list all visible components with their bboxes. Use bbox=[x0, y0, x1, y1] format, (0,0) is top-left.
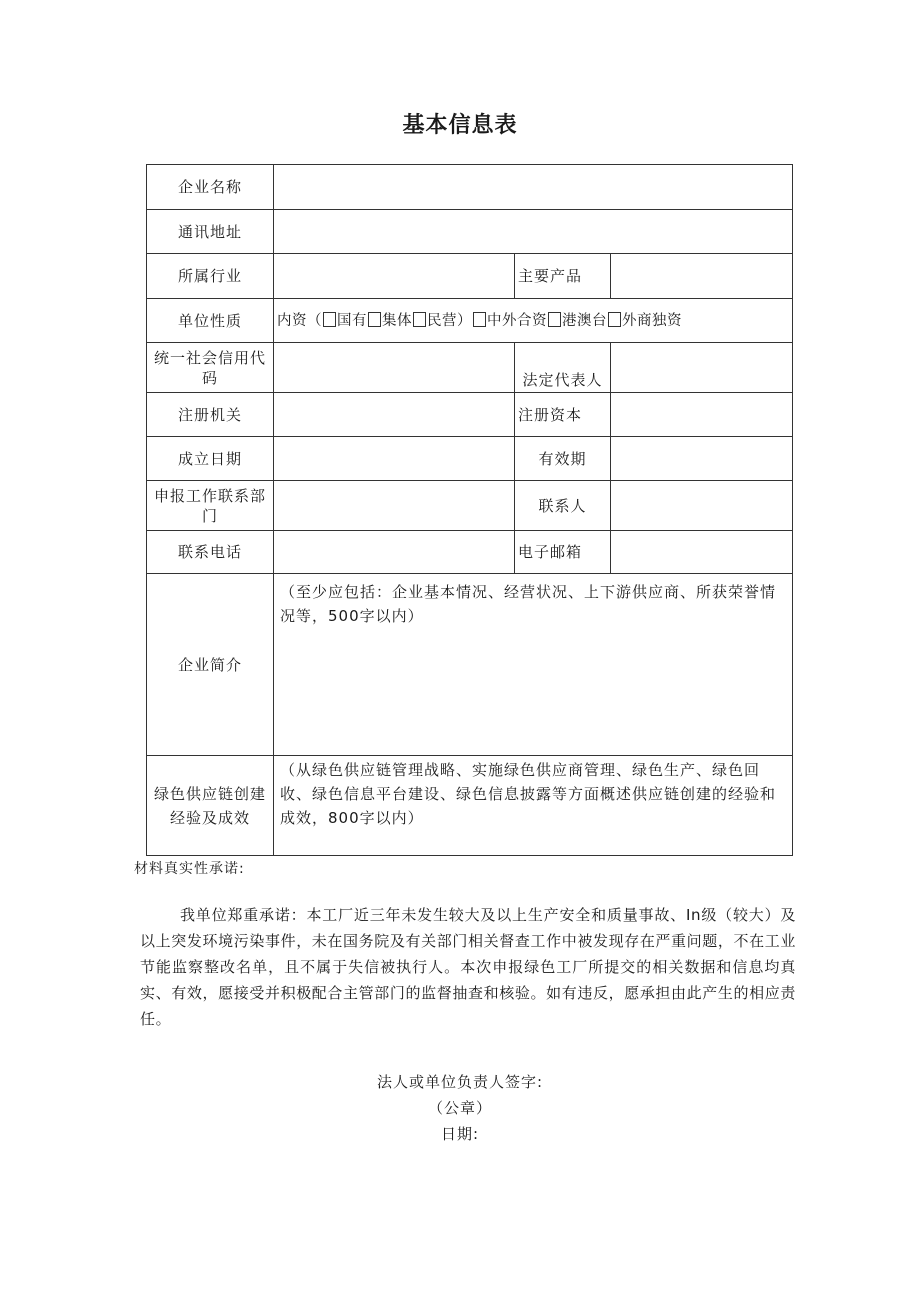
dept-field[interactable] bbox=[274, 481, 515, 531]
hk-macao-taiwan-checkbox[interactable] bbox=[548, 312, 561, 327]
row-registration bbox=[147, 393, 793, 437]
seal-label: （公章） bbox=[427, 1099, 492, 1117]
signer-label: 法人或单位负责人签字: bbox=[376, 1073, 544, 1091]
page-title: 基本信息表 bbox=[402, 113, 518, 138]
row-department bbox=[147, 481, 793, 531]
hk-macao-taiwan-label: 港澳台 bbox=[562, 312, 607, 329]
address-label: 通讯地址 bbox=[147, 210, 274, 254]
row-address bbox=[147, 210, 793, 254]
company-name-label: 企业名称 bbox=[147, 165, 274, 210]
main-products-field[interactable] bbox=[611, 254, 793, 299]
legal-rep-label: 法定代表人 bbox=[515, 343, 611, 393]
supply-chain-label-line2: 经验及成效 bbox=[169, 808, 250, 827]
validity-label: 有效期 bbox=[515, 437, 611, 481]
basic-info-table bbox=[146, 164, 793, 856]
row-phone bbox=[147, 531, 793, 574]
profile-label: 企业简介 bbox=[147, 574, 274, 756]
dept-label-line1: 申报工作联系部 bbox=[153, 486, 266, 505]
reg-authority-field[interactable] bbox=[274, 393, 515, 437]
sino-foreign-checkbox[interactable] bbox=[473, 312, 486, 327]
collective-checkbox[interactable] bbox=[368, 312, 381, 327]
row-founded bbox=[147, 437, 793, 481]
validity-field[interactable] bbox=[611, 437, 793, 481]
email-label: 电子邮箱 bbox=[515, 531, 611, 574]
row-nature bbox=[147, 299, 793, 343]
profile-field[interactable]: （至少应包括：企业基本情况、经营状况、上下游供应商、所获荣誉情况等，500字以内） bbox=[274, 574, 793, 756]
contact-person-field[interactable] bbox=[611, 481, 793, 531]
date-label: 日期: bbox=[440, 1125, 480, 1143]
sino-foreign-label: 中外合资 bbox=[487, 312, 547, 329]
credit-code-field[interactable] bbox=[274, 343, 515, 393]
reg-authority-label: 注册机关 bbox=[147, 393, 274, 437]
nature-options bbox=[274, 299, 793, 343]
credit-code-label bbox=[147, 343, 274, 393]
state-owned-checkbox[interactable] bbox=[323, 312, 336, 327]
contact-person-label: 联系人 bbox=[515, 481, 611, 531]
supply-chain-label bbox=[147, 756, 274, 856]
founded-label: 成立日期 bbox=[147, 437, 274, 481]
supply-chain-field[interactable]: （从绿色供应链管理战略、实施绿色供应商管理、绿色生产、绿色回收、绿色信息平台建设、绿色信息披露等方面概述供应链创建的经验和成效，800字以内） bbox=[274, 756, 793, 856]
domestic-prefix: 内资（ bbox=[277, 312, 322, 329]
credit-code-label-line1: 统一社会信用代 bbox=[153, 348, 266, 367]
legal-rep-field[interactable] bbox=[611, 343, 793, 393]
main-products-label: 主要产品 bbox=[515, 254, 611, 299]
promise-heading: 材料真实性承诺: bbox=[134, 861, 245, 877]
email-field[interactable] bbox=[611, 531, 793, 574]
reg-capital-field[interactable] bbox=[611, 393, 793, 437]
row-company-name bbox=[147, 165, 793, 210]
collective-label: 集体 bbox=[382, 312, 412, 329]
industry-field[interactable] bbox=[274, 254, 515, 299]
nature-label: 单位性质 bbox=[147, 299, 274, 343]
row-profile bbox=[147, 574, 793, 756]
company-name-field[interactable] bbox=[274, 165, 793, 210]
phone-field[interactable] bbox=[274, 531, 515, 574]
supply-chain-label-line1: 绿色供应链创建 bbox=[153, 784, 266, 803]
credit-code-label-line2: 码 bbox=[201, 368, 218, 387]
address-field[interactable] bbox=[274, 210, 793, 254]
dept-label-line2: 门 bbox=[201, 506, 218, 525]
phone-label: 联系电话 bbox=[147, 531, 274, 574]
promise-body: 我单位郑重承诺：本工厂近三年未发生较大及以上生产安全和质量事故、In级（较大）及以上突发环境污染事件，未在国务院及有关部门相关督查工作中被发现存在严重问题，不在工业节能监察整改名单，且不属于失信被执行人。本次申报绿色工厂所提交的相关数据和信息均真实、有效，愿接受并积极配合主管部门的监督抽查和核验。如有违反，愿承担由此产生的相应责任。 bbox=[140, 906, 796, 1028]
foreign-owned-label: 外商独资 bbox=[622, 312, 682, 329]
private-checkbox[interactable] bbox=[413, 312, 426, 327]
row-industry bbox=[147, 254, 793, 299]
state-owned-label: 国有 bbox=[337, 312, 367, 329]
row-supply-chain bbox=[147, 756, 793, 856]
private-label: 民营） bbox=[427, 312, 472, 329]
founded-field[interactable] bbox=[274, 437, 515, 481]
foreign-owned-checkbox[interactable] bbox=[608, 312, 621, 327]
dept-label bbox=[147, 481, 274, 531]
industry-label: 所属行业 bbox=[147, 254, 274, 299]
row-credit-code bbox=[147, 343, 793, 393]
reg-capital-label: 注册资本 bbox=[515, 393, 611, 437]
